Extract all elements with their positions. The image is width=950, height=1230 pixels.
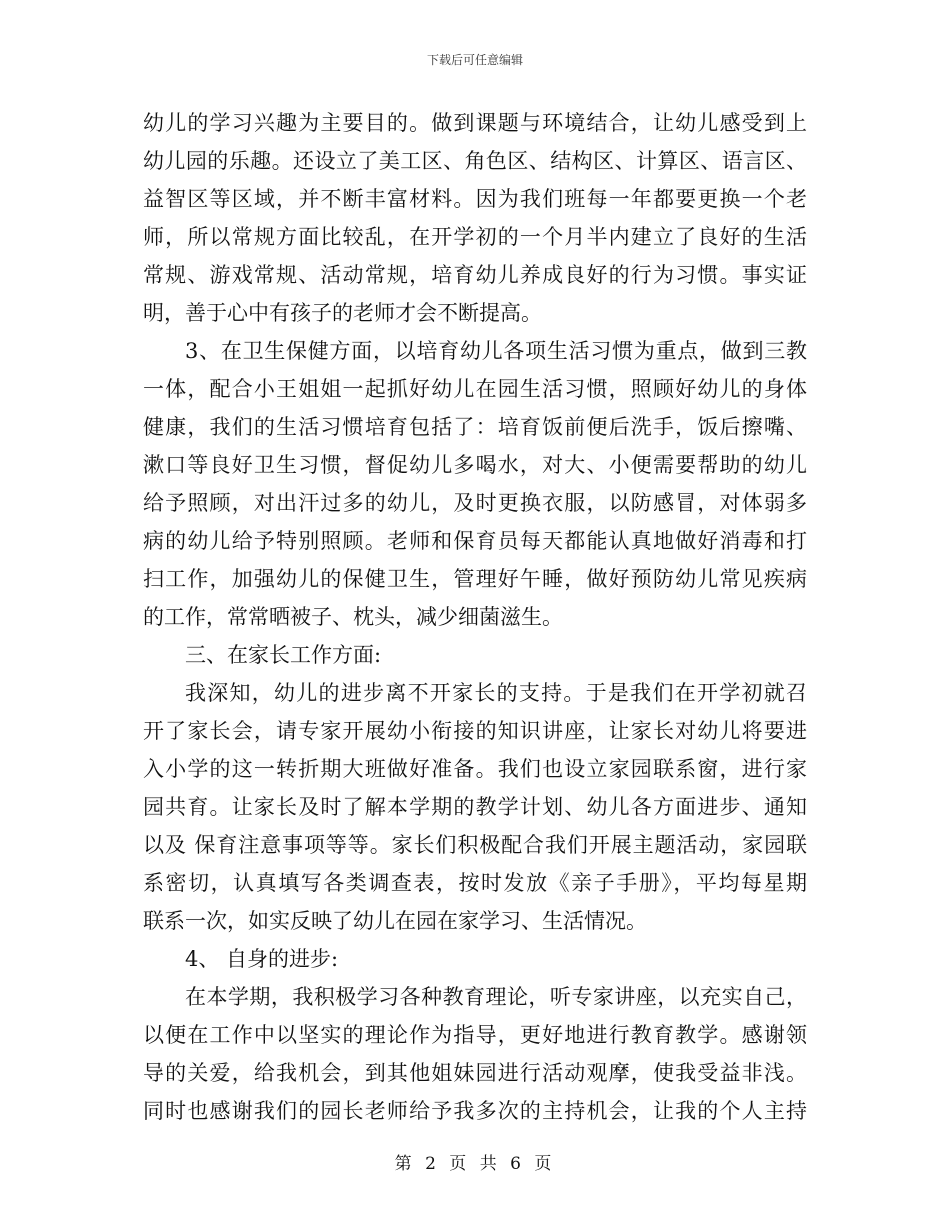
text-line: 在本学期，我积极学习各种教育理论，听专家讲座，以充实自己， [185,985,807,1009]
paragraph [143,940,807,978]
text-line: 我深知，幼儿的进步离不开家长的支持。于是我们在开学初就召 [185,681,807,705]
text-line: 开了家长会，请专家开展幼小衔接的知识讲座，让家长对幼儿将要进 [143,719,807,743]
text-line: 以及 保育注意事项等等。家长们积极配合我们开展主题活动，家园联 [143,833,807,857]
text-line: 扫工作，加强幼儿的保健卫生，管理好午睡，做好预防幼儿常见疾病 [143,567,807,591]
text-line: 师，所以常规方面比较乱，在开学初的一个月半内建立了良好的生活 [143,225,807,249]
text-line: 健康，我们的生活习惯培育包括了：培育饭前便后洗手，饭后擦嘴、 [143,415,807,439]
text-line: 益智区等区域，并不断丰富材料。因为我们班每一年都要更换一个老 [143,187,807,211]
text-line: 一体，配合小王姐姐一起抓好幼儿在园生活习惯，照顾好幼儿的身体 [143,377,807,401]
page-header-note: 下载后可任意编辑 [426,53,523,67]
text-line: 园共育。让家长及时了解本学期的教学计划、幼儿各方面进步、通知 [143,795,807,819]
text-line: 幼儿的学习兴趣为主要目的。做到课题与环境结合，让幼儿感受到上 [143,111,807,135]
text-line: 漱口等良好卫生习惯，督促幼儿多喝水，对大、小便需要帮助的幼儿 [143,453,807,477]
text-line: 3、在卫生保健方面，以培育幼儿各项生活习惯为重点，做到三教 [185,339,807,363]
text-line: 4、 自身的进步: [185,947,339,971]
text-line: 联系一次，如实反映了幼儿在园在家学习、生活情况。 [143,909,647,933]
document-body [143,104,807,1130]
text-line: 给予照顾，对出汗过多的幼儿，及时更换衣服，以防感冒，对体弱多 [143,491,807,515]
text-line: 三、在家长工作方面: [185,643,382,667]
text-line: 的工作，常常晒被子、枕头，减少细菌滋生。 [143,605,563,629]
text-line: 系密切，认真填写各类调查表，按时发放《亲子手册》，平均每星期 [143,871,807,895]
paragraph [143,104,807,332]
text-line: 明，善于心中有孩子的老师才会不断提高。 [143,301,542,325]
page-number-footer: 第 2 页 共 6 页 [394,1154,556,1174]
paragraph [143,636,807,674]
text-line: 病的幼儿给予特别照顾。老师和保育员每天都能认真地做好消毒和打 [143,529,807,553]
paragraph [143,978,807,1130]
text-line: 同时也感谢我们的园长老师给予我多次的主持机会，让我的个人主持 [143,1099,807,1123]
paragraph [143,332,807,636]
text-line: 以便在工作中以坚实的理论作为指导，更好地进行教育教学。感谢领 [143,1023,807,1047]
paragraph [143,674,807,940]
text-line: 常规、游戏常规、活动常规，培育幼儿养成良好的行为习惯。事实证 [143,263,807,287]
text-line: 入小学的这一转折期大班做好准备。我们也设立家园联系窗，进行家 [143,757,807,781]
text-line: 导的关爱，给我机会，到其他姐妹园进行活动观摩，使我受益非浅。 [143,1061,807,1085]
text-line: 幼儿园的乐趣。还设立了美工区、角色区、结构区、计算区、语言区、 [143,149,807,173]
